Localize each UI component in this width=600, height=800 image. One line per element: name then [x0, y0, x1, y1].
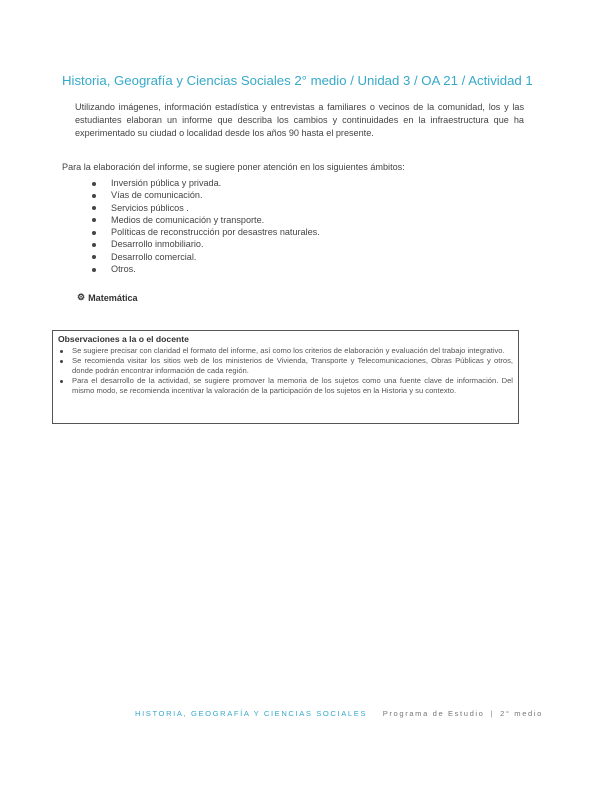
subject-label: Matemática [88, 292, 138, 303]
footer-program: Programa de Estudio [382, 709, 485, 718]
list-item: Vías de comunicación. [92, 189, 320, 201]
list-item: Otros. [92, 263, 320, 275]
footer-grade: 2° medio [500, 709, 543, 718]
footer-subject: HISTORIA, GEOGRAFÍA Y CIENCIAS SOCIALES [135, 709, 368, 718]
list-item: Se recomienda visitar los sitios web de los ministerios de Vivienda, Transporte y Telecomunicaciones, Obras Públicas y otros, donde podrán encontrar información de cada región. [58, 356, 513, 376]
subject-connection [77, 292, 138, 303]
list-item: Servicios públicos . [92, 202, 320, 214]
list-item: Desarrollo inmobiliario. [92, 238, 320, 250]
list-item: Inversión pública y privada. [92, 177, 320, 189]
intro-paragraph: Utilizando imágenes, información estadística y entrevistas a familiares o vecinos de la comunidad, los y las estudiantes elaboran un informe que describa los cambios y continuidades en la infraestructura que ha experimentado su ciudad o localidad desde los años 90 hasta el presente. [75, 102, 524, 138]
observations-list [58, 346, 513, 396]
page-footer [135, 709, 543, 718]
footer-separator: | [490, 709, 495, 718]
list-item: Desarrollo comercial. [92, 251, 320, 263]
gear-icon: ⚙ [77, 292, 86, 302]
observations-title: Observaciones a la o el docente [58, 334, 189, 344]
list-item: Para el desarrollo de la actividad, se sugiere promover la memoria de los sujetos como una fuente clave de información. Del mismo modo, se recomienda incentivar la valoración de la participación de los sujetos en la Historia y su contexto. [58, 376, 513, 396]
list-item: Políticas de reconstrucción por desastres naturales. [92, 226, 320, 238]
areas-list [92, 177, 320, 275]
page-title: Historia, Geografía y Ciencias Sociales 2° medio / Unidad 3 / OA 21 / Actividad 1 [62, 73, 533, 88]
list-item: Medios de comunicación y transporte. [92, 214, 320, 226]
list-item: Se sugiere precisar con claridad el formato del informe, así como los criterios de elaboración y evaluación del trabajo integrativo. [58, 346, 513, 356]
teacher-observations-box [52, 330, 519, 424]
lead-paragraph: Para la elaboración del informe, se sugiere poner atención en los siguientes ámbitos: [62, 162, 405, 172]
